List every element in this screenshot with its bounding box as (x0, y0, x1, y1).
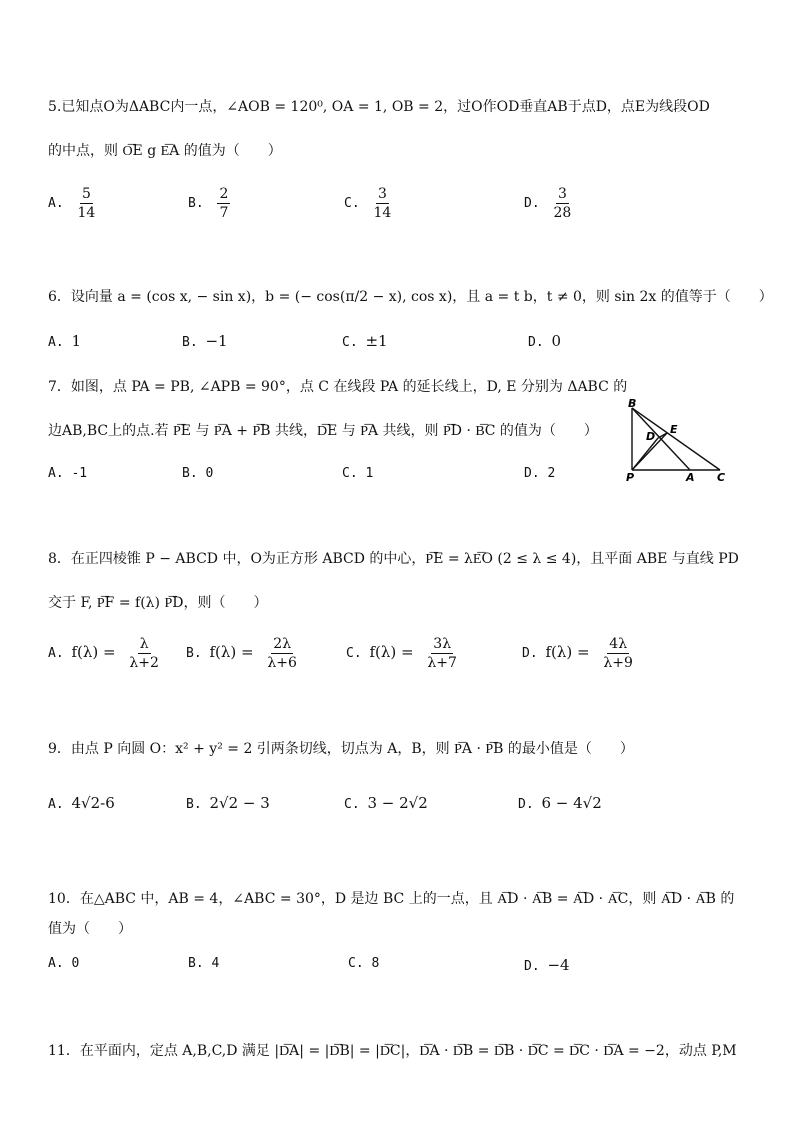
q10-option-b (188, 956, 219, 971)
option-value: 1 (365, 466, 374, 481)
q5-option-d (524, 186, 571, 221)
option-label: B. (182, 335, 198, 350)
option-value: ±1 (365, 332, 388, 350)
fraction (553, 186, 571, 221)
option-label: C. (344, 797, 360, 812)
q11-stem-line1: 11．在平面内，定点 A,B,C,D 满足 |D͞A| = |D͞B| = |D͞C|，D͞A · D͞B = D͞B · D͞C = D͞C · D͞A = −2，动点 P,M (48, 1043, 737, 1059)
label-d: D (646, 430, 656, 443)
q9-option-a (48, 794, 115, 812)
q10-option-a (48, 956, 79, 971)
option-value: 0 (205, 466, 214, 481)
q6-option-a (48, 332, 81, 350)
q9-option-d (518, 794, 602, 812)
q7-triangle-figure (620, 398, 736, 484)
denominator: 28 (553, 205, 572, 221)
denominator: 7 (219, 205, 229, 221)
denominator: 14 (77, 205, 96, 221)
option-value: 0 (551, 332, 562, 350)
option-value: 0 (71, 956, 80, 971)
q9-option-b (186, 794, 270, 812)
option-label: B. (188, 196, 204, 211)
numerator: 3λ (433, 636, 452, 652)
q10-option-d (524, 956, 570, 974)
numerator: 3 (557, 186, 567, 202)
option-label: A. (48, 797, 64, 812)
option-value: 2 (547, 466, 556, 481)
option-label: C. (342, 335, 358, 350)
option-label: A. (48, 196, 64, 211)
q7-option-b (182, 466, 213, 481)
q10-stem-line1: 10．在△ABC 中，AB = 4，∠ABC = 30°，D 是边 BC 上的一点，且 A͞D · A͞B = A͞D · A͞C，则 A͞D · A͞B 的 (48, 891, 735, 907)
option-value: -1 (71, 466, 88, 481)
option-lhs: f(λ) = (209, 643, 254, 661)
denominator: λ+6 (267, 655, 297, 671)
q8-option-b (186, 636, 297, 671)
q7-stem-line2: 边AB,BC上的点.若 P͞E 与 P͞A + P͞B 共线，D͞E 与 P͞A 共线，则 P͞D · B͞C 的值为（ ） (48, 423, 598, 439)
q7-stem-line1: 7．如图，点 PA = PB, ∠APB = 90°，点 C 在线段 PA 的延长线上，D, E 分别为 ΔABC 的 (48, 379, 628, 395)
fraction (217, 186, 230, 221)
option-label: B. (186, 646, 202, 661)
option-label: A. (48, 646, 64, 661)
q6-stem: 6．设向量 a = (cos x, − sin x)，b = (− cos(π/2 − x), cos x)，且 a = t b，t ≠ 0，则 sin 2x 的值等于（ ） (48, 289, 773, 305)
option-value: 3 − 2√2 (367, 794, 428, 812)
option-value: 8 (371, 956, 380, 971)
option-label: A. (48, 335, 64, 350)
numerator: λ (139, 636, 149, 652)
q10-stem-line2: 值为（ ） (48, 921, 132, 937)
numerator: 5 (81, 186, 91, 202)
option-lhs: f(λ) = (369, 643, 414, 661)
option-label: D. (522, 646, 538, 661)
option-label: B. (188, 956, 204, 971)
q8-option-a (48, 636, 159, 671)
q9-stem: 9．由点 P 向圆 O：x² + y² = 2 引两条切线，切点为 A，B，则 P͞A · P͞B 的最小值是（ ） (48, 741, 634, 757)
label-p: P (626, 471, 635, 484)
option-label: D. (518, 797, 534, 812)
fraction (77, 186, 95, 221)
numerator: 2λ (273, 636, 292, 652)
label-a: A (686, 471, 695, 484)
option-label: D. (524, 959, 540, 974)
q5-option-b (188, 186, 230, 221)
q6-option-d (528, 332, 561, 350)
label-e: E (670, 423, 678, 436)
option-label: C. (344, 196, 360, 211)
q5-stem-line2: 的中点，则 O͞E g E͞A 的值为（ ） (48, 143, 282, 159)
denominator: 14 (373, 205, 392, 221)
option-label: A. (48, 956, 64, 971)
option-value: 4√2-6 (71, 794, 115, 812)
option-value: 4 (211, 956, 220, 971)
option-label: B. (182, 466, 198, 481)
option-value: −1 (205, 332, 228, 350)
option-label: C. (348, 956, 364, 971)
fraction (603, 636, 633, 671)
option-lhs: f(λ) = (545, 643, 590, 661)
option-label: D. (524, 196, 540, 211)
numerator: 4λ (609, 636, 628, 652)
option-lhs: f(λ) = (71, 643, 116, 661)
q8-stem-line1: 8．在正四棱锥 P − ABCD 中，O为正方形 ABCD 的中心，P͞E = λE͞O (2 ≤ λ ≤ 4)，且平面 ABE 与直线 PD (48, 551, 739, 567)
q8-option-d (522, 636, 633, 671)
fraction (129, 636, 159, 671)
denominator: λ+7 (427, 655, 457, 671)
q7-option-a (48, 466, 87, 481)
option-value: 6 − 4√2 (541, 794, 602, 812)
option-value: 1 (71, 332, 82, 350)
option-value: 2√2 − 3 (209, 794, 270, 812)
fraction (373, 186, 391, 221)
q7-option-d (524, 466, 555, 481)
q7-option-c (342, 466, 373, 481)
numerator: 3 (377, 186, 387, 202)
q5-option-a (48, 186, 95, 221)
q6-option-b (182, 332, 228, 350)
fraction (427, 636, 457, 671)
q10-option-c (348, 956, 379, 971)
q8-stem-line2: 交于 F, P͞F = f(λ) P͞D，则（ ） (48, 595, 268, 611)
option-label: D. (528, 335, 544, 350)
label-c: C (717, 471, 726, 484)
label-b: B (628, 398, 637, 410)
denominator: λ+2 (129, 655, 159, 671)
option-label: B. (186, 797, 202, 812)
numerator: 2 (219, 186, 229, 202)
q5-option-c (344, 186, 391, 221)
q6-option-c (342, 332, 388, 350)
option-label: D. (524, 466, 540, 481)
option-label: A. (48, 466, 64, 481)
q9-option-c (344, 794, 428, 812)
fraction (267, 636, 297, 671)
option-label: C. (342, 466, 358, 481)
q5-stem-line1: 5.已知点O为ΔABC内一点，∠AOB = 120⁰, OA = 1, OB = 2，过O作OD垂直AB于点D，点E为线段OD (48, 99, 710, 115)
option-label: C. (346, 646, 362, 661)
q8-option-c (346, 636, 457, 671)
denominator: λ+9 (603, 655, 633, 671)
option-value: −4 (547, 956, 570, 974)
